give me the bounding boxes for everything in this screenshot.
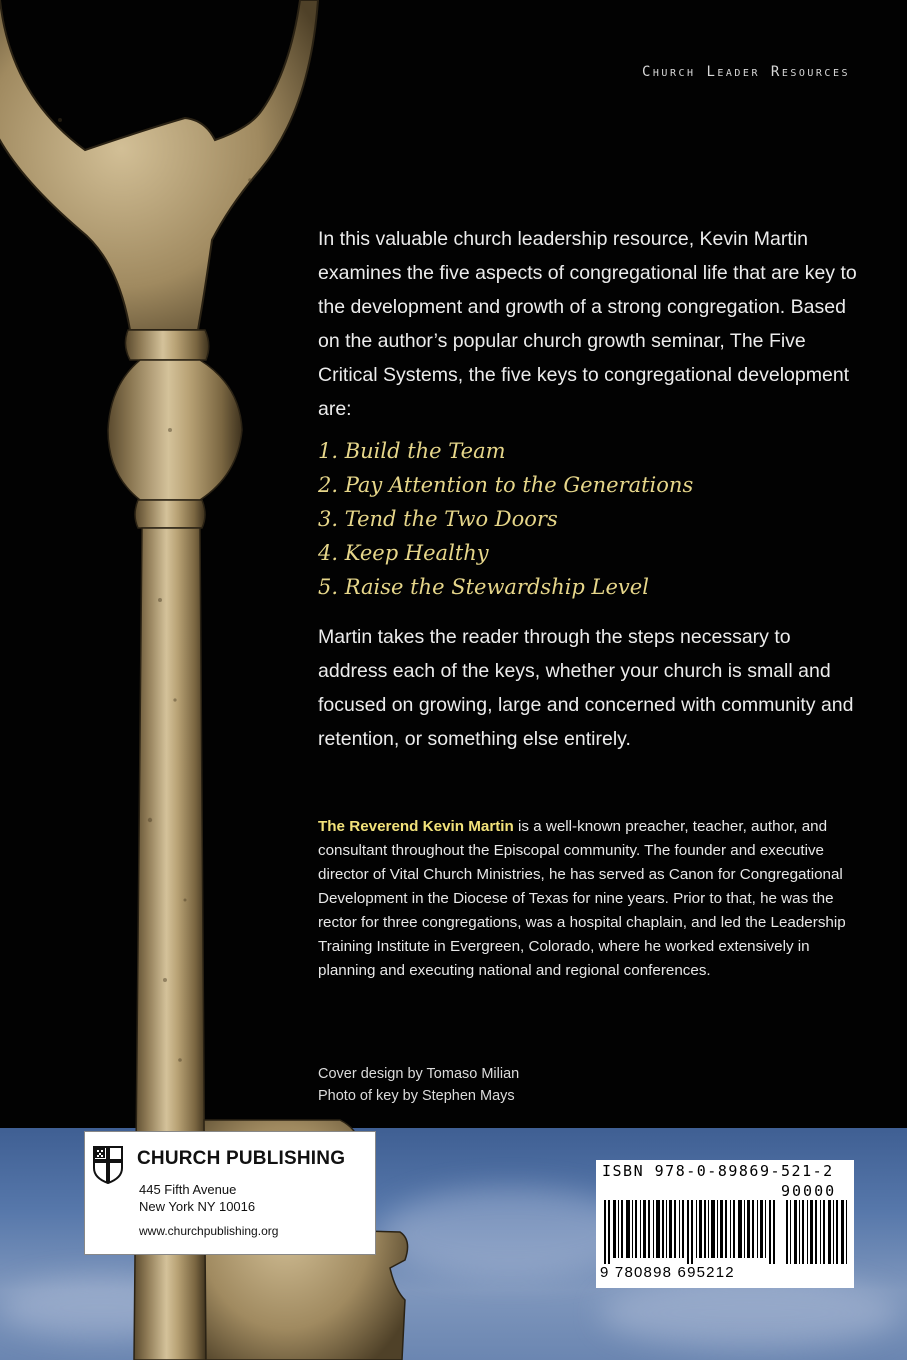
publisher-name: CHURCH PUBLISHING bbox=[137, 1148, 346, 1169]
price-code: 90000 bbox=[781, 1182, 837, 1200]
key-item-2: 2. Pay Attention to the Generations bbox=[318, 473, 694, 497]
key-item-1: 1. Build the Team bbox=[318, 439, 506, 463]
intro-paragraph: In this valuable church leadership resource, Kevin Martin examines the five aspects of congregational life that are key to the development and growth of a strong congregation. Based on the author’s popular church growth seminar, The Five Critical Systems, the five keys to congregational development are: bbox=[318, 228, 857, 420]
publisher-address-2: New York NY 10016 bbox=[139, 1199, 256, 1214]
isbn-digits: 9 780898 695212 bbox=[600, 1264, 735, 1281]
author-bio-text: is a well-known preacher, teacher, author, and consultant throughout the Episcopal community. The founder and executive director of Vital Church Ministries, he has served as Canon for Congregational Development in the Diocese of Texas for nine years. Prior to that, he was the rector for three congregations, was a hospital chaplain, and led the Leadership Training Institute in Evergreen, Colorado, where he worked extensively in planning and executing national and regional conferences. bbox=[318, 818, 846, 979]
isbn-barcode bbox=[596, 1160, 854, 1288]
five-keys-list bbox=[318, 434, 693, 604]
key-item-4: 4. Keep Healthy bbox=[318, 541, 489, 565]
credits bbox=[318, 1063, 519, 1107]
publisher-box bbox=[84, 1131, 376, 1255]
barcode-bars-icon bbox=[604, 1200, 776, 1264]
photo-credit: Photo of key by Stephen Mays bbox=[318, 1088, 515, 1104]
episcopal-shield-icon bbox=[93, 1146, 123, 1184]
series-label: Church Leader Resources bbox=[641, 64, 850, 80]
closing-paragraph: Martin takes the reader through the steps necessary to address each of the keys, whether your church is small and focused on growing, large and concerned with community and retention, or something else entirely. bbox=[318, 626, 854, 750]
key-item-3: 3. Tend the Two Doors bbox=[318, 507, 558, 531]
key-item-5: 5. Raise the Stewardship Level bbox=[318, 575, 649, 599]
author-name: The Reverend Kevin Martin bbox=[318, 818, 514, 835]
isbn-label: ISBN 978-0-89869-521-2 bbox=[602, 1162, 834, 1180]
price-barcode-icon bbox=[786, 1200, 848, 1264]
publisher-website: www.churchpublishing.org bbox=[139, 1224, 279, 1238]
publisher-address-1: 445 Fifth Avenue bbox=[139, 1182, 237, 1197]
cover-design-credit: Cover design by Tomaso Milian bbox=[318, 1066, 520, 1082]
author-bio bbox=[318, 815, 858, 983]
